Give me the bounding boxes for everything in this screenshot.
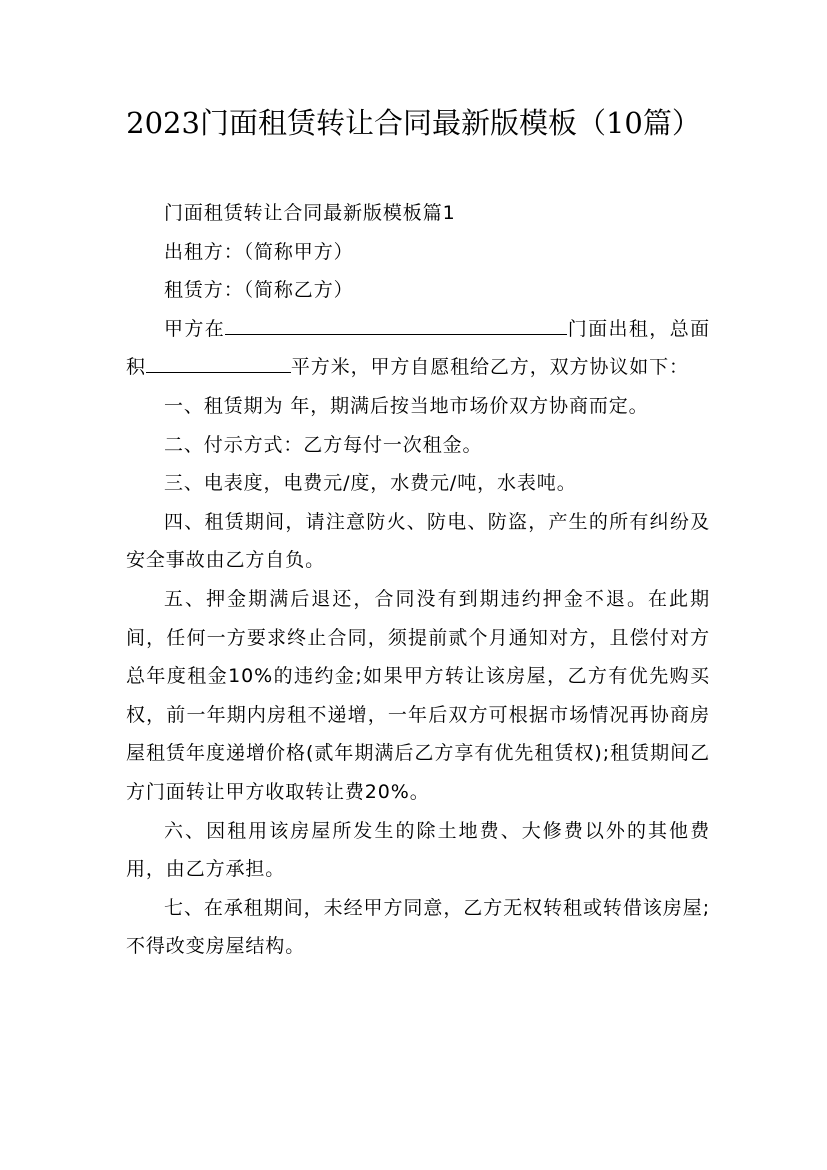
clause-4: 四、租赁期间，请注意防火、防电、防盗，产生的所有纠纷及安全事故由乙方自负。 bbox=[126, 510, 710, 572]
lessee-line: 租赁方：（简称乙方） bbox=[164, 279, 354, 302]
lessor-line: 出租方：（简称甲方） bbox=[164, 240, 354, 263]
document-body bbox=[126, 194, 710, 966]
location-text-1: 甲方在 bbox=[164, 317, 226, 340]
document-title: 2023门面租赁转让合同最新版模板（10篇） bbox=[126, 106, 701, 140]
location-blank bbox=[225, 314, 567, 335]
clause-6: 六、因租用该房屋所发生的除土地费、大修费以外的其他费用，由乙方承担。 bbox=[126, 819, 710, 881]
location-text-2: 门面出租，总面积 bbox=[126, 317, 710, 379]
clause-3: 三、电表度，电费元/度，水费元/吨，水表吨。 bbox=[164, 472, 577, 495]
section-heading: 门面租赁转让合同最新版模板篇1 bbox=[164, 202, 456, 224]
area-blank bbox=[146, 352, 291, 373]
clause-2: 二、付示方式：乙方每付一次租金。 bbox=[164, 433, 483, 456]
clause-7: 七、在承租期间，未经甲方同意，乙方无权转租或转借该房屋;不得改变房屋结构。 bbox=[126, 896, 710, 958]
location-paragraph bbox=[126, 310, 710, 387]
location-text-3: 平方米，甲方自愿租给乙方，双方协议如下： bbox=[290, 356, 689, 379]
clause-1: 一、租赁期为 年，期满后按当地市场价双方协商而定。 bbox=[164, 394, 649, 417]
clause-5: 五、押金期满后退还，合同没有到期违约押金不退。在此期间，任何一方要求终止合同，须提前贰个月通知对方，且偿付对方总年度租金10%的违约金;如果甲方转让该房屋，乙方有优先购买权，前一年期内房租不递增，一年后双方可根据市场情况再协商房屋租赁年度递增价格(贰年期满后乙方享有优先租赁权);租赁期间乙方门面转让甲方收取转让费20%。 bbox=[126, 587, 710, 803]
